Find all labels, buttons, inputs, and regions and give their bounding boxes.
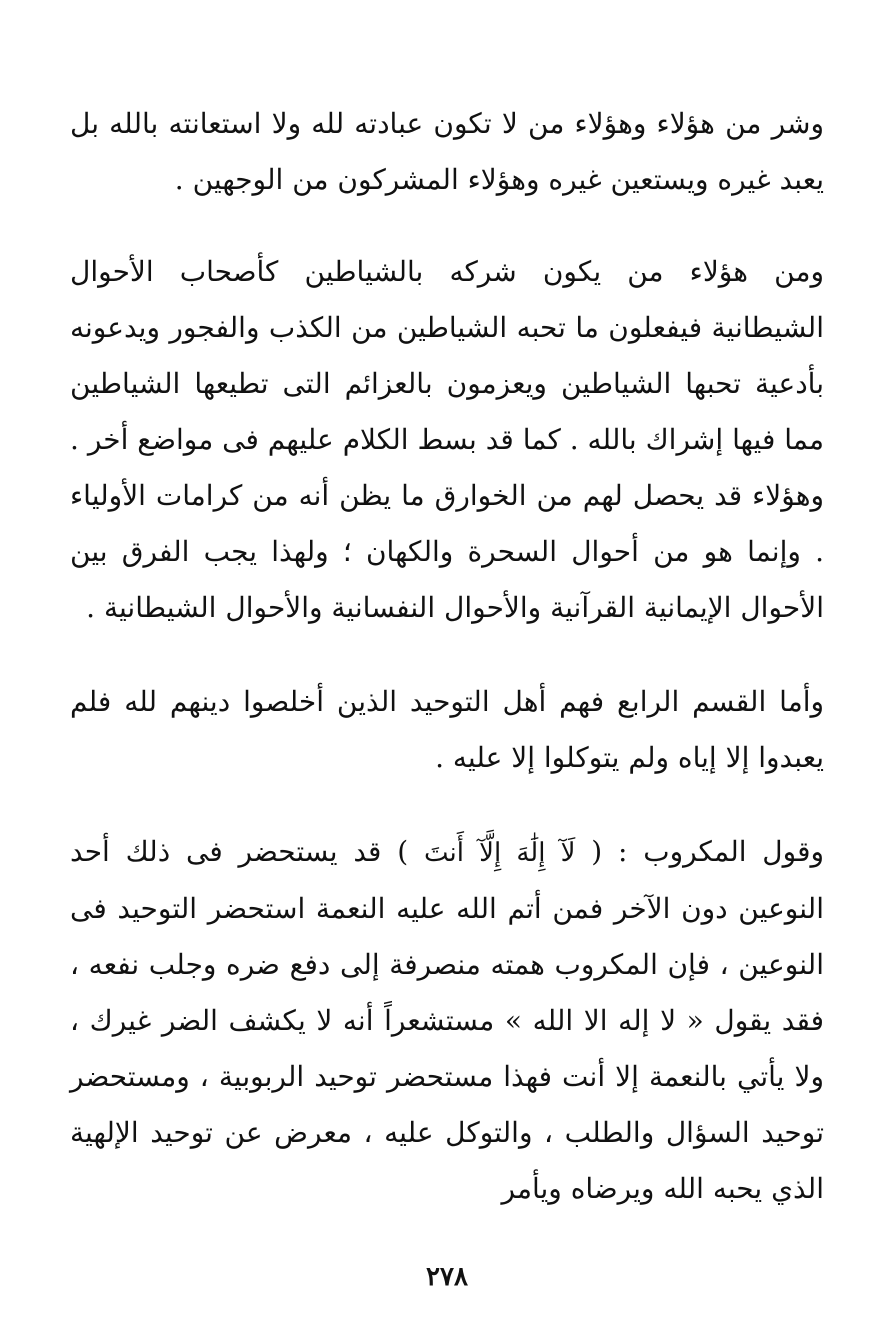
page-number: ٢٧٨ (426, 1262, 468, 1292)
paragraph-2: ومن هؤلاء من يكون شركه بالشياطين كأصحاب الأحوال الشيطانية فيفعلون ما تحبه الشياطين من الكذب والفجور ويدعونه بأدعية تحبها الشياطين ويعزمون بالعزائم التى تطيعها الشياطين مما فيها إشراك بالله . كما قد بسط الكلام عليهم فى مواضع أخر . وهؤلاء قد يحصل لهم من الخوارق ما يظن أنه من كرامات الأولياء . وإنما هو من أحوال السحرة والكهان ؛ ولهذا يجب الفرق بين الأحوال الإيمانية القرآنية والأحوال النفسانية والأحوال الشيطانية . (70, 255, 825, 624)
paragraph-gap (70, 636, 824, 674)
paragraph-4-body: ) قد يستحضر فى ذلك أحد النوعين دون الآخر فمن أتم الله عليه النعمة استحضر التوحيد فى النوعين ، فإن المكروب همته منصرفة إلى دفع ضره وجلب نفعه ، فقد يقول « لا إله الا الله » مستشعراً أنه لا يكشف الضر غيرك ، ولا يأتي بالنعمة إلا أنت فهذا مستحضر توحيد الربوبية ، ومستحضر توحيد السؤال والطلب ، والتوكل عليه ، معرض عن توحيد الإلهية الذي يحبه الله ويرضاه ويأمر (70, 835, 825, 1205)
paragraph-gap (70, 786, 824, 824)
paragraph-4-intro: وقول المكروب : ( (591, 835, 825, 868)
paragraph-3: وأما القسم الرابع فهم أهل التوحيد الذين أخلصوا دينهم لله فلم يعبدوا إلا إياه ولم يتوكلوا إلا عليه . (70, 685, 824, 774)
page-body (70, 96, 824, 1217)
paragraph-4 (70, 824, 824, 1217)
quranic-quote: لَآ إِلَٰهَ إِلَّآ أَنتَ (423, 838, 576, 868)
paragraph-gap (70, 208, 824, 244)
paragraph-1: وشر من هؤلاء وهؤلاء من لا تكون عبادته لله ولا استعانته بالله بل يعبد غيره ويستعين غيره وهؤلاء المشركون من الوجهين . (70, 107, 824, 196)
